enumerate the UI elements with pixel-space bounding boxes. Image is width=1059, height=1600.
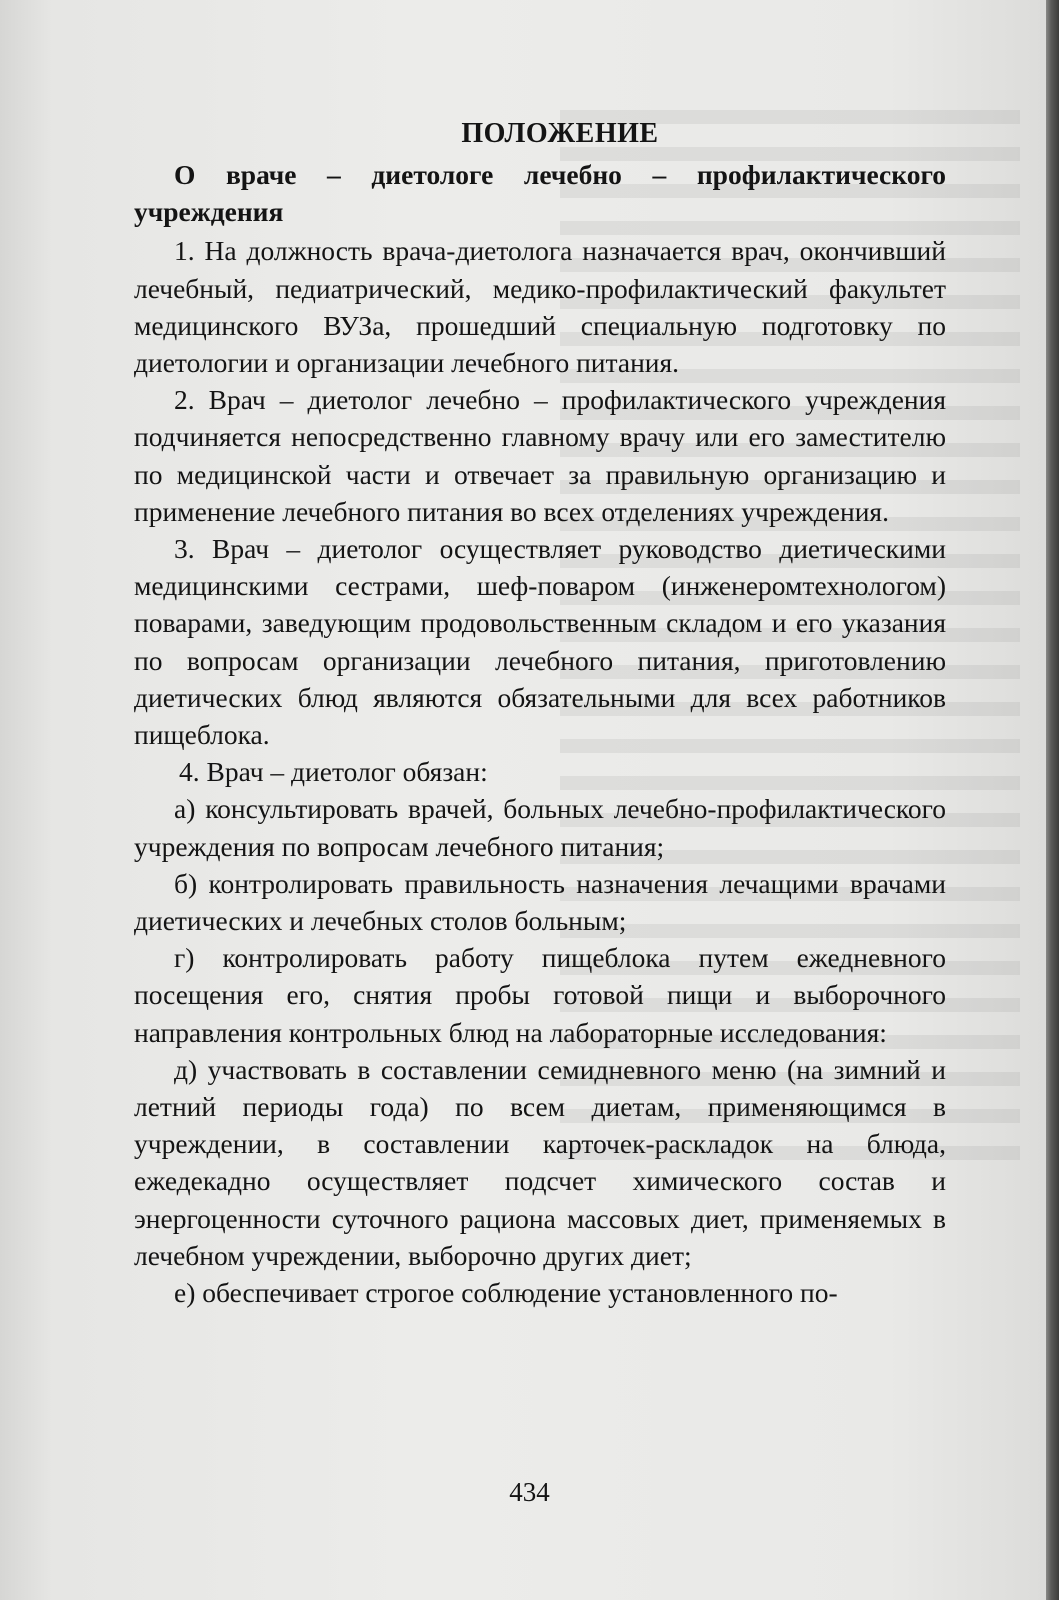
list-item-b: б) контролировать правильность назначения лечащими врачами диетических и лечебных столов больным; <box>134 867 946 937</box>
list-item-e: е) обеспечивает строгое соблюдение установленного по- <box>174 1277 838 1309</box>
list-item-d: д) участвовать в составлении семидневного меню (на зимний и летний периоды года) по всем диетам, применяющимся в учреждении, в составлении карточек-раскладок на блюда, ежедекадно осуществляет подсчет химического состав и энергоценности суточного рациона массовых диет, применяемых в лечебном учреждении, выборочно других диет; <box>134 1053 946 1271</box>
paragraph-2: 2. Врач – диетолог лечебно – профилактического учреждения подчиняется непосредственно главному врачу или его заместителю по медицинской части и отвечает за правильную организацию и применение лечебного питания во всех отделениях учреждения. <box>134 384 946 527</box>
paragraph-3: 3. Врач – диетолог осуществляет руководство диетическими медицинскими сестрами, шеф-поваром (инженеромтехнологом) поварами, заведующим продовольственным складом и его указания по вопросам организации лечебного питания, приготовлению диетических блюд являются обязательными для всех работников пищеблока. <box>134 533 946 751</box>
document-body <box>134 112 946 1311</box>
paragraph-1: 1. На должность врача-диетолога назначается врач, окончивший лечебный, педиатрический, медико-профилактический факультет медицинского ВУЗа, прошедший специальную подготовку по диетологии и организации лечебного питания. <box>134 235 946 379</box>
list-item-a: а) консультировать врачей, больных лечебно-профилактического учреждения по вопросам лечебного питания; <box>134 793 946 862</box>
list-item-g: г) контролировать работу пищеблока путем ежедневного посещения его, снятия пробы готовой пищи и выборочного направления контрольных блюд на лабораторные исследования: <box>134 942 946 1048</box>
page-number: 434 <box>509 1477 550 1507</box>
paragraph-4: 4. Врач – диетолог обязан: <box>179 756 488 788</box>
document-title: ПОЛОЖЕНИЕ <box>461 118 659 149</box>
document-subtitle: О враче – диетологе лечебно – профилактического учреждения <box>134 159 946 228</box>
page-edge-shadow <box>1046 0 1059 1600</box>
